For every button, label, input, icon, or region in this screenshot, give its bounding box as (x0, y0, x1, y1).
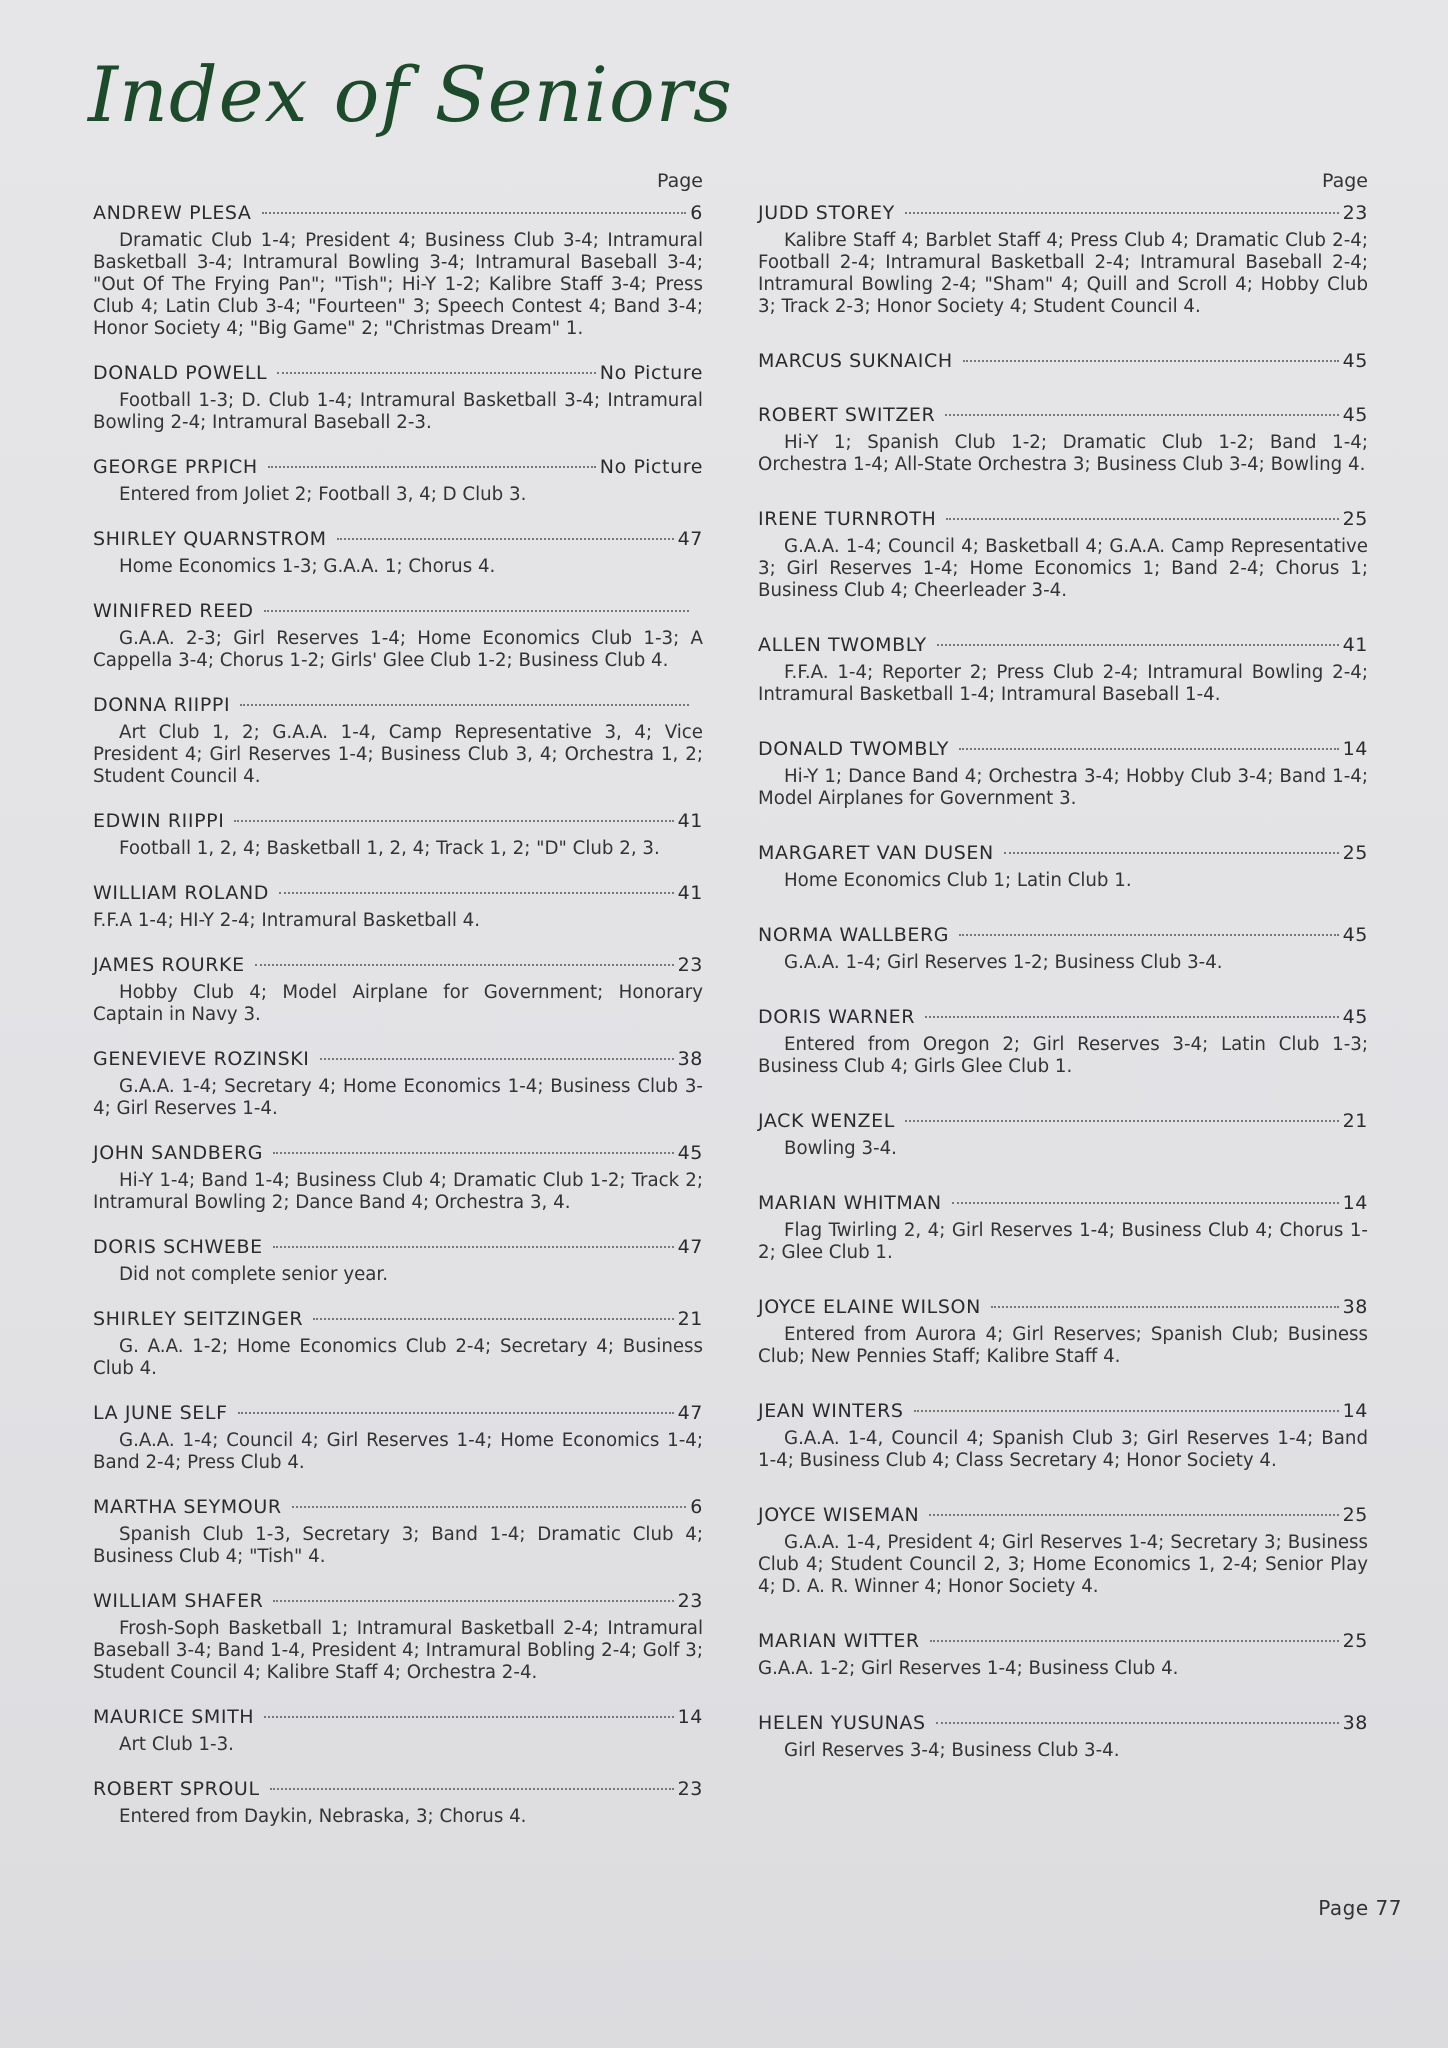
senior-name: JOYCE ELAINE WILSON (758, 1296, 981, 1318)
senior-name-line (758, 1296, 1368, 1318)
senior-name-line (93, 1048, 703, 1070)
senior-name-line (93, 202, 703, 224)
senior-name: DONALD TWOMBLY (758, 738, 949, 760)
left-column (93, 170, 703, 1828)
page-ref: 21 (677, 1308, 703, 1330)
page-ref: 47 (677, 1402, 703, 1424)
senior-entry (93, 1706, 703, 1756)
senior-name-line (758, 924, 1368, 946)
senior-name-line (758, 1192, 1368, 1214)
page-ref: 45 (677, 1142, 703, 1164)
senior-name-line (758, 1400, 1368, 1422)
senior-entry (93, 1590, 703, 1684)
senior-activities: Home Economics Club 1; Latin Club 1. (784, 870, 1132, 891)
page-ref: 38 (1342, 1296, 1368, 1318)
page-ref: 6 (690, 1496, 703, 1518)
senior-entry (758, 404, 1368, 476)
senior-entry (93, 202, 703, 340)
senior-activities: Hi-Y 1; Dance Band 4; Orchestra 3-4; Hobby Club 3-4; Band 1-4; Model Airplanes for Government 3. (758, 766, 1368, 809)
senior-name: JUDD STOREY (758, 202, 895, 224)
senior-entry (93, 362, 703, 434)
page-ref: 14 (677, 1706, 703, 1728)
dot-leader (277, 372, 596, 374)
senior-name-line (758, 1712, 1368, 1734)
senior-name: DORIS SCHWEBE (93, 1236, 263, 1258)
dot-leader (914, 1410, 1339, 1412)
senior-name: GENEVIEVE ROZINSKI (93, 1048, 310, 1070)
senior-name-line (93, 1590, 703, 1612)
dot-leader (937, 644, 1339, 646)
senior-activities: G.A.A. 1-4; Secretary 4; Home Economics 1-4; Business Club 3-4; Girl Reserves 1-4. (93, 1076, 703, 1119)
senior-name: SHIRLEY QUARNSTROM (93, 528, 327, 550)
senior-name-line (758, 508, 1368, 530)
senior-name-line (93, 954, 703, 976)
dot-leader (234, 820, 673, 822)
senior-name: ALLEN TWOMBLY (758, 634, 927, 656)
senior-activities: Home Economics 1-3; G.A.A. 1; Chorus 4. (119, 556, 496, 577)
dot-leader (337, 538, 674, 540)
senior-entry (758, 1712, 1368, 1762)
page-ref: 41 (677, 810, 703, 832)
dot-leader (963, 360, 1339, 362)
page-ref: 14 (1342, 1400, 1368, 1422)
dot-leader (264, 1716, 673, 1718)
senior-activities: Hobby Club 4; Model Airplane for Government; Honorary Captain in Navy 3. (93, 982, 703, 1025)
dot-leader (262, 212, 687, 214)
senior-activities: Entered from Joliet 2; Football 3, 4; D Club 3. (119, 484, 527, 505)
senior-activities: Entered from Oregon 2; Girl Reserves 3-4; Latin Club 1-3; Business Club 4; Girls Glee Club 1. (758, 1034, 1368, 1077)
senior-activities: Entered from Aurora 4; Girl Reserves; Spanish Club; Business Club; New Pennies Staff; Kalibre Staff 4. (758, 1324, 1368, 1367)
senior-name-line (758, 1504, 1368, 1526)
senior-name-line (93, 694, 703, 716)
senior-name: JOYCE WISEMAN (758, 1504, 920, 1526)
senior-name: ROBERT SPROUL (93, 1778, 260, 1800)
senior-entry (758, 738, 1368, 810)
page-ref: 38 (1342, 1712, 1368, 1734)
senior-activities: Flag Twirling 2, 4; Girl Reserves 1-4; Business Club 4; Chorus 1-2; Glee Club 1. (758, 1220, 1368, 1263)
senior-entry (93, 1236, 703, 1286)
senior-name-line (93, 1496, 703, 1518)
senior-activities: Girl Reserves 3-4; Business Club 3-4. (784, 1740, 1120, 1761)
dot-leader (905, 212, 1339, 214)
page-ref: 41 (1342, 634, 1368, 656)
senior-activities: G.A.A. 1-4, Council 4; Spanish Club 3; Girl Reserves 1-4; Band 1-4; Business Club 4; Class Secretary 4; Honor Society 4. (758, 1428, 1368, 1471)
page-title: Index of Seniors (88, 50, 734, 139)
dot-leader (238, 1412, 674, 1414)
dot-leader (270, 1788, 674, 1790)
dot-leader (320, 1058, 674, 1060)
dot-leader (945, 414, 1338, 416)
dot-leader (240, 704, 689, 706)
senior-entry (758, 924, 1368, 974)
senior-activities: Art Club 1, 2; G.A.A. 1-4, Camp Representative 3, 4; Vice President 4; Girl Reserves 1-4; Business Club 3, 4; Orchestra 1, 2; Student Council 4. (93, 722, 703, 787)
senior-name-line (758, 404, 1368, 426)
right-page-header: Page (1322, 170, 1368, 192)
senior-name: WINIFRED REED (93, 600, 254, 622)
senior-name: ROBERT SWITZER (758, 404, 936, 426)
dot-leader (959, 748, 1339, 750)
senior-activities: G.A.A. 1-4; Council 4; Girl Reserves 1-4; Home Economics 1-4; Band 2-4; Press Club 4. (93, 1430, 703, 1473)
page-ref: 25 (1342, 842, 1368, 864)
page-ref: 21 (1342, 1110, 1368, 1132)
dot-leader (264, 610, 689, 612)
page-ref: 38 (677, 1048, 703, 1070)
senior-name-line (93, 528, 703, 550)
right-column (758, 170, 1368, 1762)
senior-name-line (93, 600, 703, 622)
page-ref: 6 (690, 202, 703, 224)
senior-entry (93, 694, 703, 788)
dot-leader (279, 892, 674, 894)
senior-activities: Dramatic Club 1-4; President 4; Business Club 3-4; Intramural Basketball 3-4; Intramural Bowling 3-4; Intramural Baseball 3-4; "Out Of The Frying Pan"; "Tish"; Hi-Y 1-2; Kalibre Staff 3-4; Press Club 4; Latin Club 3-4; "Fourteen" 3; Speech Contest 4; Band 3-4; Honor Society 4; "Big Game" 2; "Christmas Dream" 1. (93, 230, 703, 339)
page-ref: 47 (677, 528, 703, 550)
senior-activities: Kalibre Staff 4; Barblet Staff 4; Press Club 4; Dramatic Club 2-4; Football 2-4; Intramural Basketball 2-4; Intramural Baseball 2-4; Intramural Bowling 2-4; "Sham" 4; Quill and Scroll 4; Hobby Club 3; Track 2-3; Honor Society 4; Student Council 4. (758, 230, 1368, 317)
senior-activities: Football 1-3; D. Club 1-4; Intramural Basketball 3-4; Intramural Bowling 2-4; Intramural Baseball 2-3. (93, 390, 703, 433)
senior-activities: Hi-Y 1; Spanish Club 1-2; Dramatic Club 1-2; Band 1-4; Orchestra 1-4; All-State Orchestra 3; Business Club 3-4; Bowling 4. (758, 432, 1368, 475)
dot-leader (273, 1600, 673, 1602)
senior-entry (93, 1308, 703, 1380)
dot-leader (905, 1120, 1339, 1122)
senior-name-line (93, 456, 703, 478)
senior-entry (93, 810, 703, 860)
senior-activities: Spanish Club 1-3, Secretary 3; Band 1-4; Dramatic Club 4; Business Club 4; "Tish" 4. (93, 1524, 703, 1567)
dot-leader (273, 1246, 674, 1248)
senior-name-line (93, 1236, 703, 1258)
senior-name-line (93, 1706, 703, 1728)
senior-name-line (758, 1110, 1368, 1132)
page-ref: 41 (677, 882, 703, 904)
senior-entry (93, 1048, 703, 1120)
page-ref: 45 (1342, 404, 1368, 426)
senior-entry (758, 1504, 1368, 1598)
senior-entry (758, 1006, 1368, 1078)
senior-name-line (93, 882, 703, 904)
senior-name: JEAN WINTERS (758, 1400, 904, 1422)
senior-entry (93, 954, 703, 1026)
senior-entry (93, 882, 703, 932)
page-ref: 23 (677, 1778, 703, 1800)
senior-entry (758, 1192, 1368, 1264)
senior-name: DONALD POWELL (93, 362, 268, 384)
senior-entry (758, 202, 1368, 318)
dot-leader (930, 1640, 1339, 1642)
dot-leader (959, 934, 1339, 936)
page-ref: 47 (677, 1236, 703, 1258)
page-ref: 23 (677, 954, 703, 976)
senior-name: DORIS WARNER (758, 1006, 916, 1028)
senior-activities: Bowling 3-4. (784, 1138, 897, 1159)
page-ref: 25 (1342, 1630, 1368, 1652)
page-ref: No Picture (599, 362, 703, 384)
senior-activities: F.F.A 1-4; HI-Y 2-4; Intramural Basketball 4. (93, 910, 481, 931)
senior-name: MARTHA SEYMOUR (93, 1496, 282, 1518)
senior-name: IRENE TURNROTH (758, 508, 937, 530)
senior-name: JACK WENZEL (758, 1110, 895, 1132)
senior-activities: G.A.A. 1-2; Girl Reserves 1-4; Business Club 4. (758, 1658, 1179, 1679)
page-ref: 45 (1342, 924, 1368, 946)
senior-name-line (93, 1308, 703, 1330)
dot-leader (946, 518, 1338, 520)
senior-name-line (758, 738, 1368, 760)
senior-name-line (93, 810, 703, 832)
senior-name: EDWIN RIIPPI (93, 810, 225, 832)
senior-name: MAURICE SMITH (93, 1706, 255, 1728)
senior-name: GEORGE PRPICH (93, 456, 258, 478)
dot-leader (313, 1318, 673, 1320)
senior-entry (93, 1402, 703, 1474)
page-ref: 23 (1342, 202, 1368, 224)
dot-leader (255, 964, 674, 966)
senior-name: JAMES ROURKE (93, 954, 245, 976)
senior-name: MARGARET VAN DUSEN (758, 842, 994, 864)
senior-name-line (93, 1778, 703, 1800)
dot-leader (936, 1722, 1339, 1724)
senior-activities: Hi-Y 1-4; Band 1-4; Business Club 4; Dramatic Club 1-2; Track 2; Intramural Bowling 2; Dance Band 4; Orchestra 3, 4. (93, 1170, 703, 1213)
senior-entry (93, 456, 703, 506)
senior-name: JOHN SANDBERG (93, 1142, 264, 1164)
senior-entry (758, 1296, 1368, 1368)
senior-name-line (758, 634, 1368, 656)
senior-entry (758, 1400, 1368, 1472)
senior-activities: Did not complete senior year. (119, 1264, 389, 1285)
page-ref: No Picture (599, 456, 703, 478)
senior-entry (93, 1142, 703, 1214)
senior-activities: Art Club 1-3. (119, 1734, 234, 1755)
page-ref: 25 (1342, 508, 1368, 530)
senior-entry (758, 842, 1368, 892)
page-ref: 14 (1342, 1192, 1368, 1214)
page-ref: 45 (1342, 350, 1368, 372)
dot-leader (268, 466, 596, 468)
dot-leader (991, 1306, 1339, 1308)
dot-leader (952, 1202, 1339, 1204)
senior-entry (758, 508, 1368, 602)
senior-activities: G.A.A. 1-4; Council 4; Basketball 4; G.A.A. Camp Representative 3; Girl Reserves 1-4; Home Economics 1; Band 2-4; Chorus 1; Business Club 4; Cheerleader 3-4. (758, 536, 1368, 601)
dot-leader (1004, 852, 1339, 854)
senior-name-line (93, 1402, 703, 1424)
senior-activities: G. A.A. 1-2; Home Economics Club 2-4; Secretary 4; Business Club 4. (93, 1336, 703, 1379)
page-ref: 45 (1342, 1006, 1368, 1028)
dot-leader (929, 1514, 1338, 1516)
senior-name: MARCUS SUKNAICH (758, 350, 953, 372)
senior-name: LA JUNE SELF (93, 1402, 228, 1424)
senior-activities: F.F.A. 1-4; Reporter 2; Press Club 2-4; Intramural Bowling 2-4; Intramural Basketball 1-4; Intramural Baseball 1-4. (758, 662, 1368, 705)
dot-leader (925, 1016, 1339, 1018)
senior-name: MARIAN WHITMAN (758, 1192, 942, 1214)
senior-name: ANDREW PLESA (93, 202, 252, 224)
senior-activities: Frosh-Soph Basketball 1; Intramural Basketball 2-4; Intramural Baseball 3-4; Band 1-4, President 4; Intramural Bobling 2-4; Golf 3; Student Council 4; Kalibre Staff 4; Orchestra 2-4. (93, 1618, 703, 1683)
senior-activities: Football 1, 2, 4; Basketball 1, 2, 4; Track 1, 2; "D" Club 2, 3. (119, 838, 660, 859)
page-ref: 23 (677, 1590, 703, 1612)
senior-name: DONNA RIIPPI (93, 694, 231, 716)
page-ref: 25 (1342, 1504, 1368, 1526)
dot-leader (292, 1506, 687, 1508)
page-number: Page 77 (1318, 1896, 1402, 1920)
senior-entry (93, 600, 703, 672)
page-ref: 14 (1342, 738, 1368, 760)
senior-name-line (758, 350, 1368, 372)
senior-activities: G.A.A. 2-3; Girl Reserves 1-4; Home Economics Club 1-3; A Cappella 3-4; Chorus 1-2; Girls' Glee Club 1-2; Business Club 4. (93, 628, 703, 671)
senior-entry (758, 634, 1368, 706)
dot-leader (273, 1152, 673, 1154)
senior-entry (758, 1630, 1368, 1680)
senior-name-line (93, 1142, 703, 1164)
senior-name: NORMA WALLBERG (758, 924, 950, 946)
senior-activities: G.A.A. 1-4, President 4; Girl Reserves 1-4; Secretary 3; Business Club 4; Student Council 2, 3; Home Economics 1, 2-4; Senior Play 4; D. A. R. Winner 4; Honor Society 4. (758, 1532, 1368, 1597)
left-page-header: Page (657, 170, 703, 192)
senior-name: WILLIAM ROLAND (93, 882, 270, 904)
senior-name: HELEN YUSUNAS (758, 1712, 926, 1734)
senior-entry (758, 1110, 1368, 1160)
senior-name-line (758, 202, 1368, 224)
senior-entry (93, 528, 703, 578)
senior-name-line (758, 1630, 1368, 1652)
senior-entry (758, 350, 1368, 372)
senior-entry (93, 1778, 703, 1828)
senior-activities: G.A.A. 1-4; Girl Reserves 1-2; Business Club 3-4. (784, 952, 1223, 973)
senior-name-line (93, 362, 703, 384)
senior-name: MARIAN WITTER (758, 1630, 920, 1652)
senior-name: SHIRLEY SEITZINGER (93, 1308, 304, 1330)
senior-name: WILLIAM SHAFER (93, 1590, 264, 1612)
senior-name-line (758, 1006, 1368, 1028)
senior-name-line (758, 842, 1368, 864)
senior-activities: Entered from Daykin, Nebraska, 3; Chorus 4. (119, 1806, 527, 1827)
senior-entry (93, 1496, 703, 1568)
